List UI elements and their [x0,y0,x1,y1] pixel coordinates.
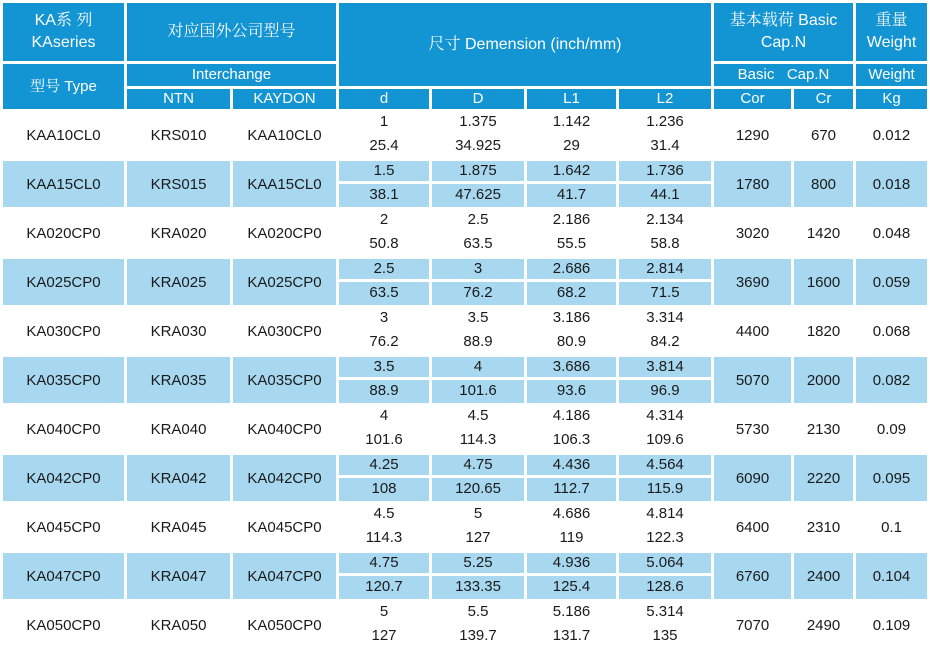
cell-d [339,259,429,305]
l2-inch-value: 4.564 [619,455,711,478]
d-inch-value: 4 [339,406,429,429]
cell-kg: 0.018 [856,161,927,207]
cell-cor: 5730 [714,406,791,452]
header-row-groups [3,3,927,61]
header-series-en: KAseries [31,34,96,51]
D-mm-value: 47.625 [455,186,501,204]
cell-cor: 6760 [714,553,791,599]
cell-kaydon: KA030CP0 [233,308,336,354]
table-row [3,406,927,452]
table-row [3,553,927,599]
cell-cr: 1420 [794,210,853,256]
l1-inch-value: 4.186 [527,406,616,429]
D-mm-value: 127 [465,529,491,547]
cell-l2 [619,602,711,648]
cell-kg: 0.082 [856,357,927,403]
l1-mm-value: 119 [559,529,584,547]
header-col-l2: L2 [619,89,711,109]
l2-inch-value: 5.064 [619,553,711,576]
cell-l1 [527,259,616,305]
l1-inch-value: 1.642 [527,161,616,184]
l2-inch-value: 4.314 [619,406,711,429]
cell-type: KA025CP0 [3,259,124,305]
cell-type: KA040CP0 [3,406,124,452]
D-inch-value: 5 [432,504,524,527]
l1-inch-value: 1.142 [527,112,616,135]
D-mm-value: 34.925 [455,137,501,155]
d-inch-value: 4.75 [339,553,429,576]
cell-kaydon: KA045CP0 [233,504,336,550]
cell-cr: 2490 [794,602,853,648]
cell-cr: 2310 [794,504,853,550]
cell-l1 [527,553,616,599]
cell-D [432,406,524,452]
header-series [3,3,124,61]
D-inch-value: 1.375 [432,112,524,135]
table-row [3,504,927,550]
cell-cr: 1820 [794,308,853,354]
d-inch-value: 1 [339,112,429,135]
cell-type: KA020CP0 [3,210,124,256]
l2-mm-value: 115.9 [646,480,684,498]
cell-kg: 0.068 [856,308,927,354]
D-inch-value: 4 [432,357,524,380]
cell-cor: 1290 [714,112,791,158]
table-body [3,112,927,648]
l1-mm-value: 106.3 [552,431,591,449]
D-inch-value: 3.5 [432,308,524,331]
l2-mm-value: 71.5 [650,284,680,302]
l2-inch-value: 2.814 [619,259,711,282]
cell-cr: 2000 [794,357,853,403]
l1-mm-value: 55.5 [556,235,587,253]
l1-mm-value: 125.4 [552,578,591,596]
header-dimension-group: 尺寸 Demension (inch/mm) [339,3,711,86]
d-inch-value: 3.5 [339,357,429,380]
l2-mm-value: 84.2 [650,333,680,351]
d-mm-value: 88.9 [369,382,399,400]
d-mm-value: 120.7 [365,578,403,596]
cell-cr: 2130 [794,406,853,452]
l1-inch-value: 5.186 [527,602,616,625]
cell-kg: 0.1 [856,504,927,550]
D-inch-value: 4.5 [432,406,524,429]
D-inch-value: 3 [432,259,524,282]
cell-l1 [527,210,616,256]
cell-type: KA030CP0 [3,308,124,354]
d-mm-value: 25.4 [369,137,399,155]
header-interchange-group: 对应国外公司型号 [127,3,336,61]
cell-cr: 670 [794,112,853,158]
cell-cr: 2220 [794,455,853,501]
l2-inch-value: 1.236 [619,112,711,135]
cell-cor: 6090 [714,455,791,501]
cell-ntn: KRS015 [127,161,230,207]
cell-d [339,455,429,501]
cell-kg: 0.104 [856,553,927,599]
cell-ntn: KRA040 [127,406,230,452]
cell-type: KA042CP0 [3,455,124,501]
cell-kg: 0.095 [856,455,927,501]
cell-d [339,553,429,599]
l2-mm-value: 96.9 [650,382,680,400]
D-mm-value: 101.6 [459,382,497,400]
l2-mm-value: 122.3 [646,529,684,547]
d-inch-value: 2 [339,210,429,233]
header-col-D: D [432,89,524,109]
l1-mm-value: 80.9 [556,333,587,351]
d-inch-value: 5 [339,602,429,625]
l1-mm-value: 112.7 [553,480,590,498]
D-mm-value: 133.35 [455,578,501,596]
cell-ntn: KRA047 [127,553,230,599]
D-inch-value: 5.25 [432,553,524,576]
cell-cor: 3690 [714,259,791,305]
cell-D [432,357,524,403]
cell-D [432,504,524,550]
cell-l2 [619,161,711,207]
l1-inch-value: 4.436 [527,455,616,478]
cell-D [432,210,524,256]
header-basic-cap: Basic Cap.N [714,64,853,86]
cell-kg: 0.109 [856,602,927,648]
cell-kg: 0.09 [856,406,927,452]
header-row-columns [3,89,927,109]
cell-l1 [527,161,616,207]
d-inch-value: 4.5 [339,504,429,527]
cell-type: KA035CP0 [3,357,124,403]
table-row [3,308,927,354]
cell-l1 [527,308,616,354]
table-row [3,112,927,158]
table-header [3,3,927,109]
cell-D [432,112,524,158]
cell-kaydon: KA025CP0 [233,259,336,305]
d-mm-value: 76.2 [369,333,399,351]
D-inch-value: 1.875 [432,161,524,184]
cell-D [432,161,524,207]
cell-d [339,308,429,354]
l2-inch-value: 3.314 [619,308,711,331]
cell-ntn: KRA025 [127,259,230,305]
cell-cr: 2400 [794,553,853,599]
cell-kaydon: KA020CP0 [233,210,336,256]
cell-l2 [619,406,711,452]
l1-mm-value: 93.6 [556,382,587,400]
l1-inch-value: 3.686 [527,357,616,380]
l2-inch-value: 1.736 [619,161,711,184]
header-col-cr: Cr [794,89,853,109]
d-inch-value: 2.5 [339,259,429,282]
cell-cr: 800 [794,161,853,207]
table-row [3,602,927,648]
l2-mm-value: 58.8 [650,235,680,253]
cell-type: KAA10CL0 [3,112,124,158]
cell-ntn: KRA020 [127,210,230,256]
l1-inch-value: 4.936 [527,553,616,576]
cell-l1 [527,455,616,501]
D-mm-value: 139.7 [459,627,497,645]
l1-mm-value: 68.2 [556,284,587,302]
table-row [3,210,927,256]
cell-l2 [619,553,711,599]
cell-cr: 1600 [794,259,853,305]
cell-ntn: KRA030 [127,308,230,354]
l2-mm-value: 31.4 [650,137,680,155]
cell-type: KA047CP0 [3,553,124,599]
l2-inch-value: 4.814 [619,504,711,527]
D-mm-value: 76.2 [463,284,493,302]
table-row [3,259,927,305]
cell-l1 [527,406,616,452]
cell-d [339,406,429,452]
d-inch-value: 4.25 [339,455,429,478]
cell-ntn: KRA035 [127,357,230,403]
D-mm-value: 88.9 [463,333,493,351]
l1-inch-value: 3.186 [527,308,616,331]
cell-kg: 0.059 [856,259,927,305]
cell-cor: 7070 [714,602,791,648]
cell-l2 [619,308,711,354]
d-mm-value: 50.8 [369,235,399,253]
cell-kaydon: KAA10CL0 [233,112,336,158]
cell-cor: 6400 [714,504,791,550]
cell-ntn: KRA042 [127,455,230,501]
l2-inch-value: 2.134 [619,210,711,233]
cell-l2 [619,504,711,550]
cell-l2 [619,259,711,305]
cell-kaydon: KA050CP0 [233,602,336,648]
cell-kaydon: KA035CP0 [233,357,336,403]
cell-l2 [619,112,711,158]
header-series-cn: KA系 列 [34,12,93,30]
header-col-d: d [339,89,429,109]
cell-D [432,602,524,648]
cell-cor: 4400 [714,308,791,354]
l1-inch-value: 4.686 [527,504,616,527]
l2-mm-value: 128.6 [646,578,684,596]
D-mm-value: 120.65 [455,480,501,498]
d-mm-value: 101.6 [365,431,403,449]
D-mm-value: 63.5 [463,235,493,253]
cell-d [339,357,429,403]
table-row [3,161,927,207]
d-mm-value: 127 [371,627,397,645]
header-col-kg: Kg [856,89,927,109]
cell-l1 [527,112,616,158]
d-inch-value: 3 [339,308,429,331]
l1-mm-value: 29 [563,137,580,155]
cell-D [432,259,524,305]
d-mm-value: 38.1 [369,186,399,204]
header-col-cor: Cor [714,89,791,109]
cell-cor: 1780 [714,161,791,207]
D-mm-value: 114.3 [459,431,497,449]
table-row [3,357,927,403]
cell-l1 [527,602,616,648]
l1-mm-value: 131.7 [552,627,591,645]
d-mm-value: 108 [371,480,397,498]
d-mm-value: 114.3 [365,529,403,547]
l1-mm-value: 41.7 [556,186,587,204]
l2-mm-value: 109.6 [646,431,684,449]
header-weight-en: Weight [866,34,917,51]
cell-kaydon: KA042CP0 [233,455,336,501]
d-mm-value: 63.5 [369,284,399,302]
header-type: 型号 Type [3,64,124,109]
header-weight: Weight [856,64,927,86]
header-weight-group [856,3,927,61]
cell-l2 [619,455,711,501]
D-inch-value: 4.75 [432,455,524,478]
l2-mm-value: 44.1 [650,186,680,204]
cell-ntn: KRA050 [127,602,230,648]
cell-D [432,308,524,354]
l1-inch-value: 2.686 [527,259,616,282]
l1-inch-value: 2.186 [527,210,616,233]
cell-D [432,553,524,599]
cell-l1 [527,357,616,403]
cell-type: KAA15CL0 [3,161,124,207]
header-interchange: Interchange [127,64,336,86]
cell-l2 [619,210,711,256]
cell-cor: 5070 [714,357,791,403]
cell-kaydon: KA047CP0 [233,553,336,599]
cell-d [339,602,429,648]
cell-type: KA045CP0 [3,504,124,550]
header-col-l1: L1 [527,89,616,109]
cell-d [339,210,429,256]
cell-kaydon: KA040CP0 [233,406,336,452]
d-inch-value: 1.5 [339,161,429,184]
cell-kg: 0.048 [856,210,927,256]
cell-ntn: KRA045 [127,504,230,550]
cell-type: KA050CP0 [3,602,124,648]
l2-inch-value: 5.314 [619,602,711,625]
cell-d [339,504,429,550]
cell-D [432,455,524,501]
l2-mm-value: 135 [652,627,678,645]
cell-d [339,112,429,158]
header-weight-cn: 重量 [875,12,908,30]
cell-d [339,161,429,207]
table-row [3,455,927,501]
cell-l1 [527,504,616,550]
header-col-ntn: NTN [127,89,230,109]
header-basic-cap-group: 基本载荷 Basic Cap.N [714,3,853,61]
cell-kaydon: KAA15CL0 [233,161,336,207]
l2-inch-value: 3.814 [619,357,711,380]
D-inch-value: 2.5 [432,210,524,233]
cell-l2 [619,357,711,403]
header-col-kaydon: KAYDON [233,89,336,109]
cell-kg: 0.012 [856,112,927,158]
D-inch-value: 5.5 [432,602,524,625]
cell-cor: 3020 [714,210,791,256]
cell-ntn: KRS010 [127,112,230,158]
